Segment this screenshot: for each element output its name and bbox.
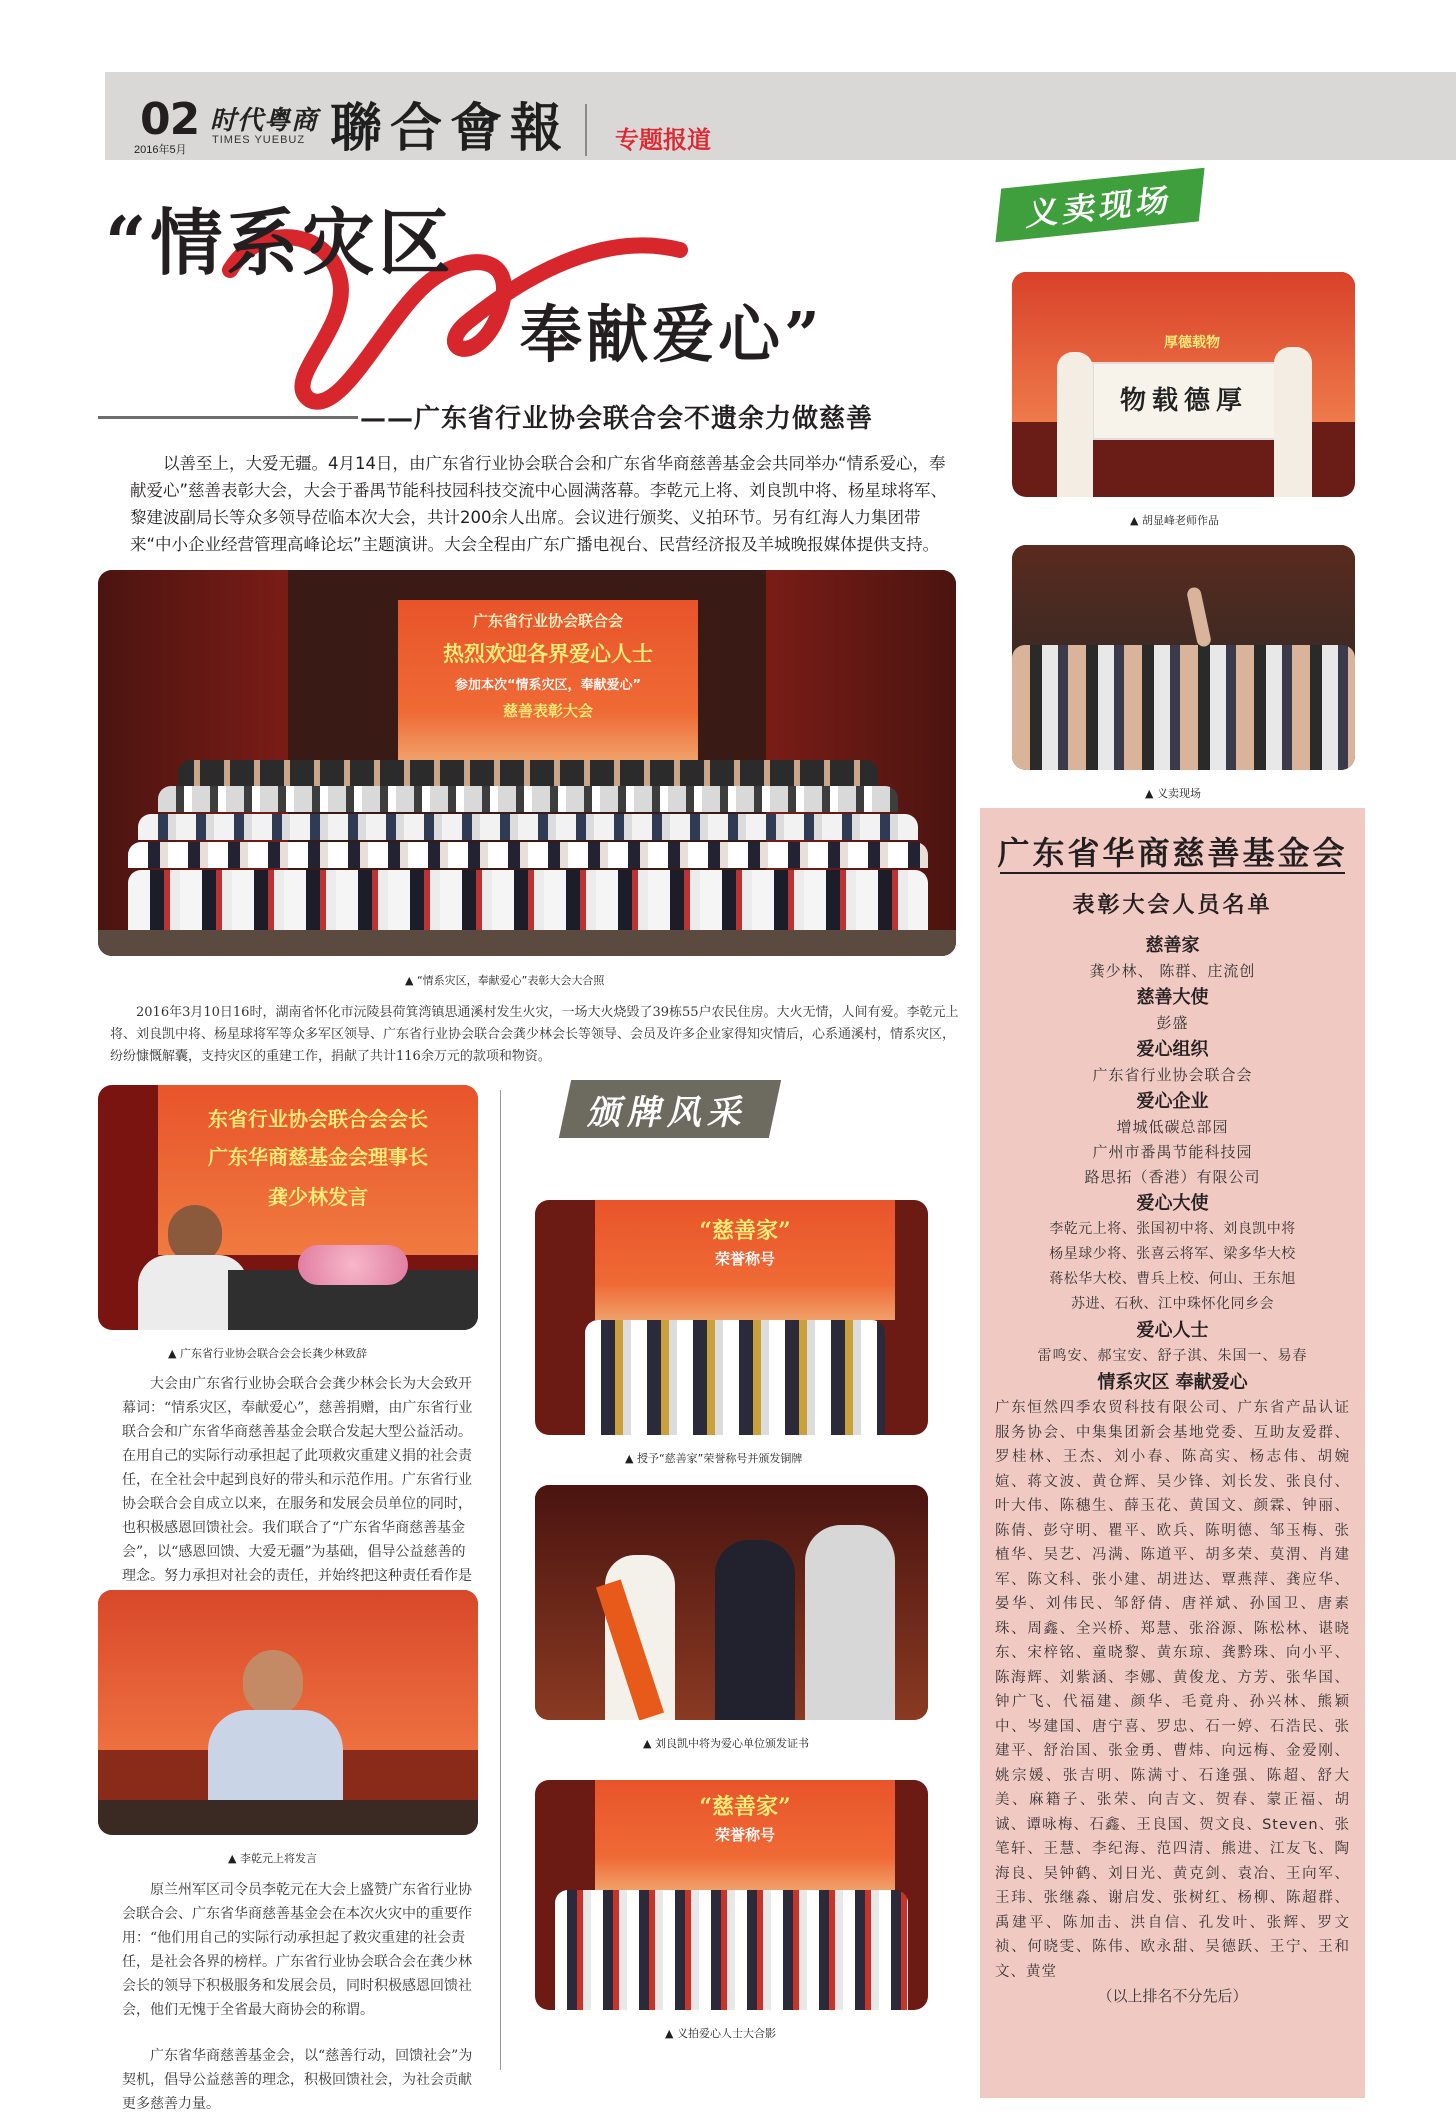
- honor-list-subtitle: 表彰大会人员名单: [1072, 892, 1273, 918]
- headline-line2: 奉献爱心”: [520, 298, 824, 371]
- screen-line1: “慈善家”: [699, 1218, 791, 1244]
- screen-line2: 广东华商慈基金会理事长: [208, 1145, 428, 1169]
- category-heading: 慈善大使: [1136, 987, 1209, 1008]
- screen-line1: 广东省行业协会联合会: [472, 612, 623, 630]
- honor-list-title: 广东省华商慈善基金会: [997, 834, 1348, 872]
- award-photo-2-caption: ▲ 刘良凯中将为爱心单位颁发证书: [643, 1737, 809, 1750]
- auction-photo-audience: [1012, 545, 1355, 770]
- gong-paragraph: 大会由广东省行业协会联合会龚少林会长为大会致开幕词：“情系灾区，奉献爱心”，慈善捐赠，由广东省行业联合会和广东省华商慈善基金会联合发起大型公益活动。在用自己的实际行动承担起了此项救灾重建义捐的社会责任，在全社会中起到良好的带头和示范作用。广东省行业协会联合会自成立以来，在服务和发展会员单位的同时，也积极感恩回馈社会。我们联合了“广东省华商慈善基金会”，以“感恩回馈、大爱无疆”为基础，倡导公益慈善的理念。努力承担对社会的责任，并始终把这种责任看作是: [122, 1376, 473, 1584]
- screen-line2: 荣誉称号: [714, 1250, 775, 1268]
- auction-photo-audience-caption: ▲ 义卖现场: [1145, 787, 1201, 800]
- presenter-center: [715, 1540, 795, 1720]
- speech-photo-gong: [98, 1085, 478, 1330]
- fire-paragraph: 2016年3月10日16时，湖南省怀化市沅陵县荷箕湾镇思通溪村发生火灾，一场大火烧毁了39栋55户农民住房。大火无情，人间有爱。李乾元上将、刘良凯中将、杨星球将军等众多军区领导、广东省行业协会联合会龚少林会长等领导、会员及许多企业家得知灾情后，心系通溪村，情系灾区，纷纷慷慨解囊，支持灾区的重建工作，捐献了共计116余万元的款项和物资。: [110, 1005, 959, 1064]
- stage-screen: [595, 1780, 895, 1890]
- category-names: 彭盛: [1156, 1014, 1189, 1032]
- crowd-row: [138, 814, 918, 840]
- issue-date: 2016年5月: [134, 144, 187, 156]
- column-rule: [500, 1090, 501, 2070]
- li-paragraph: 原兰州军区司令员李乾元在大会上盛赞广东省行业协会联合会、广东省华商慈善基金会在本次火灾中的重要作用：“他们用自己的实际行动承担起了救灾重建的社会责任，是社会各界的榜样。广东省行业协会联合会在龚少林会长的领导下积极服务和发展会员，同时积极感恩回馈社会，他们无愧于全省最大商协会的称谓。: [122, 1882, 472, 2018]
- crowd-row: [178, 760, 878, 786]
- host-right: [1274, 347, 1312, 497]
- screen-line1: “慈善家”: [699, 1794, 791, 1820]
- award-photo-3-caption: ▲ 义拍爱心人士大合影: [665, 2027, 776, 2040]
- presenter-right: [805, 1525, 895, 1720]
- masthead-title: 聯合會報: [330, 98, 571, 159]
- group-photo-caption: ▲ “情系灾区，奉献爱心”表彰大会大合照: [405, 974, 605, 987]
- auction-photo-calligraphy: [1012, 272, 1355, 497]
- auction-banner: 义卖现场: [995, 168, 1204, 243]
- screen-line3: 参加本次“情系灾区，奉献爱心”: [454, 678, 642, 693]
- crowd-row: [128, 870, 928, 930]
- award-banner: 颁牌风采: [559, 1080, 781, 1138]
- floor: [98, 930, 956, 956]
- honor-list-rule: [1000, 872, 1345, 874]
- screen-line2: 热烈欢迎各界爱心人士: [443, 642, 653, 666]
- category-names: 龚少林、 陈群、庄流创: [1089, 962, 1256, 980]
- category-heading: 情系灾区 奉献爱心: [1097, 1372, 1248, 1393]
- awardee-row: [555, 1890, 908, 2010]
- fund-paragraph: 广东省华商慈善基金会，以“慈善行动，回馈社会”为契机，倡导公益慈善的理念，积极回馈社会，为社会贡献更多慈善力量。: [122, 2048, 473, 2112]
- flowers: [298, 1245, 408, 1285]
- audience-row: [1012, 645, 1355, 770]
- category-heading: 慈善家: [1145, 935, 1200, 956]
- honor-list-body: [995, 932, 1350, 2009]
- screen-line2: 荣誉称号: [714, 1826, 775, 1844]
- award-photo-3: [535, 1780, 928, 2010]
- stage-screen: [595, 1200, 895, 1320]
- speech-photo-li: [98, 1590, 478, 1835]
- crowd-row: [158, 786, 898, 812]
- category-names: 增城低碳总部园 广州市番禺节能科技园 路思拓（香港）有限公司: [1084, 1118, 1261, 1186]
- speaker-head: [243, 1650, 303, 1716]
- screen-line4: 慈善表彰大会: [502, 702, 593, 720]
- brand-english: TIMES YUEBUZ: [212, 134, 306, 146]
- issue-number: 02: [140, 94, 200, 145]
- crowd-row: [128, 842, 928, 868]
- category-heading: 爱心组织: [1136, 1039, 1209, 1060]
- speech-photo-gong-caption: ▲ 广东省行业协会联合会会长龚少林致辞: [168, 1347, 367, 1360]
- calligraphy-banner-text: 厚德载物: [1164, 335, 1220, 351]
- category-names: 广东省行业协会联合会: [1092, 1066, 1253, 1084]
- headline-line1: “情系灾区: [105, 200, 455, 285]
- category-heading: 爱心企业: [1136, 1091, 1209, 1112]
- award-photo-2: [535, 1485, 928, 1720]
- auction-photo-calligraphy-caption: ▲ 胡显峰老师作品: [1130, 514, 1219, 527]
- subtitle-rule: [98, 416, 358, 419]
- section-label: 专题报道: [615, 126, 711, 154]
- header-divider: [585, 104, 587, 156]
- honor-list-footnote: （以上排名不分先后）: [1097, 1987, 1248, 2005]
- audience: [98, 1800, 478, 1835]
- category-heading: 爱心人士: [1136, 1320, 1209, 1341]
- intro-paragraph: 以善至上，大爱无疆。4月14日，由广东省行业协会联合会和广东省华商慈善基金会共同举办“情系爱心，奉献爱心”慈善表彰大会，大会于番禺节能科技园科技交流中心圆满落幕。李乾元上将、刘良凯中将、杨星球将军、黎建波副局长等众多领导莅临本次大会，共计200余人出席。会议进行颁奖、义拍环节。另有红海人力集团带来“中小企业经营管理高峰论坛”主题演讲。大会全程由广东广播电视台、民营经济报及羊城晚报媒体提供支持。: [130, 454, 948, 554]
- category-names: 广东恒然四季农贸科技有限公司、广东省产品认证服务协会、中集集团新会基地党委、互助友爱群、罗桂林、王杰、刘小春、陈高实、杨志伟、胡婉媗、蒋文波、黄仓辉、吴少锋、刘长发、张良付、叶大伟、陈穗生、薛玉花、黄国文、颜霖、钟丽、陈倩、彭守明、瞿平、欧兵、陈明德、邹玉梅、张植华、吴艺、冯满、陈道平、胡多荣、莫渭、肖建军、陈文科、张小建、胡进达、覃燕萍、龚应华、晏华、刘伟民、邹舒倩、唐祥斌、孙国卫、唐素珠、周鑫、全兴桥、郑慧、张浴源、陈松林、谌晓东、宋梓铭、童晓黎、黄东琼、龚黔珠、向小平、陈海辉、刘紫涵、李娜、黄俊龙、方芳、张华国、钟广飞、代福建、颜华、毛竟舟、孙兴林、熊颖中、岑建国、唐宁喜、罗忠、石一婷、石浩民、张建平、舒治国、张金勇、曹炜、向远梅、金爱刚、姚宗媛、张吉明、陈满寸、石逢强、陈超、舒大美、麻籍子、张荣、向吉文、贺春、蒙正福、胡诚、谭咏梅、石鑫、王良国、贺文良、Steven、张笔轩、王慧、李纪海、范四清、熊进、江友飞、陶海良、吴钟鹤、刘日光、黄克剑、袁冶、王向军、王玮、张继淼、谢启发、张树红、杨柳、陈超群、禹建平、陈加击、洪自信、孔发叶、张辉、罗文祯、何晓雯、陈伟、欧永甜、吴德跃、王宁、王和文、黄堂: [995, 1400, 1350, 1980]
- screen-line1: 东省行业协会联合会会长: [208, 1107, 428, 1131]
- awardee-row: [585, 1320, 885, 1435]
- brand-logo: 时代粤商: [210, 106, 319, 136]
- speech-photo-li-caption: ▲ 李乾元上将发言: [228, 1852, 317, 1865]
- host-left: [1057, 352, 1093, 497]
- award-photo-1-caption: ▲ 授予“慈善家”荣誉称号并颁发铜牌: [625, 1452, 803, 1465]
- category-names: 李乾元上将、张国初中将、刘良凯中将 杨星球少将、张喜云将军、梁多华大校 蒋松华大校、曹兵上校、何山、王东旭 苏进、石秋、江中珠怀化同乡会: [1049, 1221, 1296, 1312]
- headline-subtitle: ——广东省行业协会联合会不遗余力做慈善: [360, 404, 874, 434]
- stage-screen: [398, 600, 698, 760]
- screen-line3: 龚少林发言: [268, 1185, 368, 1209]
- group-photo: [98, 570, 956, 956]
- category-heading: 爱心大使: [1136, 1193, 1209, 1214]
- category-names: 雷鸣安、郝宝安、舒子淇、朱国一、易春: [1037, 1348, 1308, 1364]
- award-photo-1: [535, 1200, 928, 1435]
- calligraphy-scroll: 物载德厚: [1092, 362, 1276, 440]
